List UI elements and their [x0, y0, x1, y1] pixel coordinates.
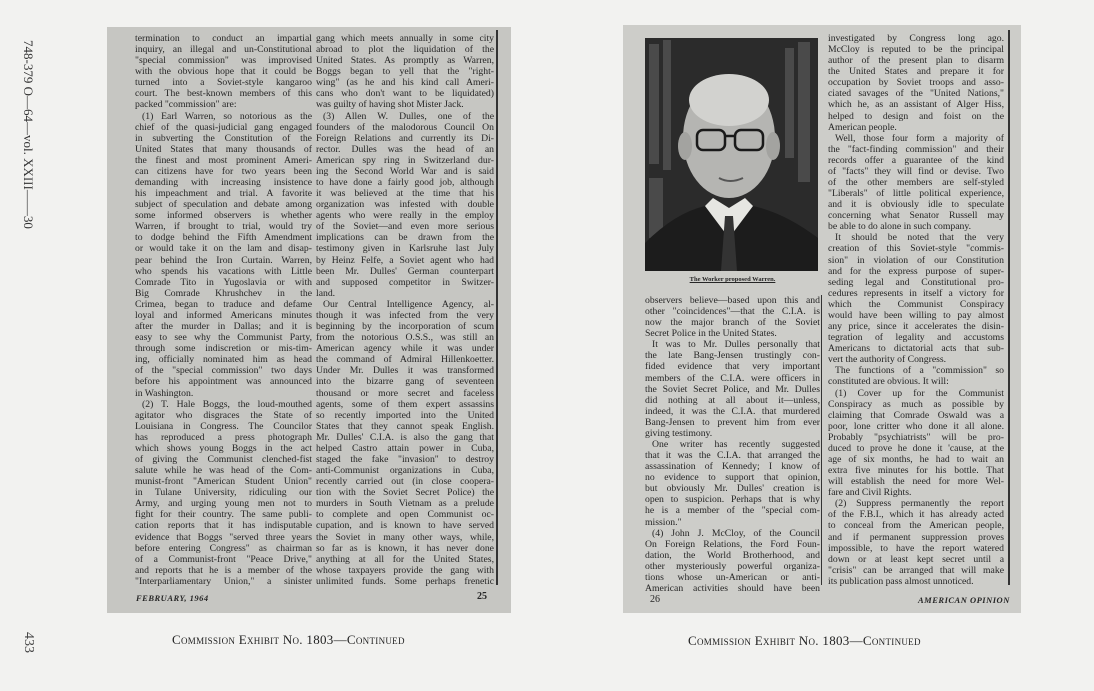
volume-margin-note: 748-379 O—64—vol. XXIII——30 — [21, 40, 36, 229]
text-line: Under Mr. Dulles it was transformed — [316, 365, 494, 377]
exhibit-caption-right: Commission Exhibit No. 1803—Continued — [688, 633, 921, 648]
text-line: whose taxpayers provide the gang with — [316, 564, 494, 576]
text-line: court. The best-known members of this — [135, 88, 312, 100]
text-line: through some indiscretion or mis-tim- — [135, 343, 312, 355]
paragraph — [135, 33, 312, 111]
text-line: concerning what Senator Russell may — [828, 210, 1004, 222]
text-line: in Tulane University, ridiculing our — [135, 487, 312, 499]
text-line: of "facts" they will find or devise. Two — [828, 165, 1004, 177]
text-line: extra five minutes for his bottle. That — [828, 465, 1004, 477]
text-line: of a Communist-front "Peace Drive," — [135, 553, 312, 565]
text-line: but obviously Mr. Dulles' creation is — [645, 483, 820, 495]
text-line: open to suspicion. Perhaps that is why — [645, 494, 820, 506]
text-line: so far as is known, it has never done — [316, 542, 494, 554]
text-line: no evidence to support that opinion, — [645, 472, 820, 484]
text-line: tion with the Soviet Secret Police) the — [316, 487, 494, 499]
text-line: (1) Cover up for the Communist — [835, 387, 1004, 399]
text-line: anti-Communist organizations in Cuba, — [316, 465, 494, 477]
text-line: Our Central Intelligence Agency, al- — [323, 298, 494, 310]
text-line: ing the Second World War and is said — [316, 165, 494, 177]
text-line: of the "special commission" two days — [135, 365, 312, 377]
text-line: which the Communist Conspiracy — [828, 298, 1004, 310]
text-line: the Soviet Secret Police, and Mr. Dulles — [645, 383, 820, 395]
text-line: (4) John J. McCloy, of the Council — [652, 527, 820, 539]
text-line: agents who were really in the employ — [316, 210, 494, 222]
text-line: to dodge behind the Fifth Amendment — [135, 232, 312, 244]
photo-caption: The Worker proposed Warren. — [689, 276, 776, 283]
text-line: "Liberals" of little political experience, — [828, 188, 1004, 200]
text-line: packed "commission" are: — [135, 99, 237, 111]
text-line: other "coincidences"—that the C.I.A. is — [645, 306, 820, 318]
text-line: land. — [316, 287, 336, 299]
text-line: "special commission" was improvised — [135, 55, 312, 67]
text-line: constituted are obvious. It will: — [828, 376, 949, 388]
right-page-number: 26 — [650, 594, 660, 605]
text-line: thousand or more secret and faceless — [316, 387, 494, 399]
text-line: that it was the C.I.A. that arranged the — [645, 450, 820, 462]
text-line: in Washington. — [135, 387, 194, 399]
text-line: One writer has recently suggested — [652, 439, 820, 451]
paragraph — [828, 133, 1004, 233]
text-line: the Soviet in many other ways, while, — [316, 531, 494, 543]
text-line: cedures represents in itself a victory for — [828, 287, 1004, 299]
text-line: helped Castro attain power in Cuba, — [316, 442, 494, 454]
text-line: sion" in violation of our Constitution — [828, 254, 1004, 266]
text-line: McCloy is reputed to be the principal — [828, 44, 1004, 56]
text-line: loyal and informed Americans minutes — [135, 309, 312, 321]
paragraph — [645, 528, 820, 594]
text-line: to have done a fairly good job, although — [316, 177, 494, 189]
text-line: of the Soviet—and even more serious — [316, 221, 494, 233]
text-line: now the major branch of the Soviet — [645, 317, 820, 329]
text-line: assassination of Kennedy; I know of — [645, 461, 820, 473]
text-line: of giving the Communist clenched-fist — [135, 453, 312, 465]
text-line: age of six months, he had to wait an — [828, 453, 1004, 465]
text-line: States that they cannot speak English. — [316, 420, 494, 432]
text-line: occupation by Soviet troops and asso- — [828, 77, 1004, 89]
text-line: dation, the World Brotherhood, and — [645, 549, 820, 561]
text-line: wing" (as he and his kind call Ameri- — [316, 77, 494, 89]
text-line: gang which meets annually in some city — [316, 33, 494, 44]
text-line: pear behind the Iron Curtain. Warren, — [135, 254, 312, 266]
text-line: implications can be drawn from the — [316, 232, 494, 244]
text-line: tions whose un-American or anti- — [645, 571, 820, 583]
text-line: easy to see why the Communist Party, — [135, 332, 312, 344]
text-line: munist-front "American Student Union" — [135, 476, 312, 488]
text-line: to complete and open Communist oc- — [316, 509, 494, 521]
text-line: and for the express purpose of super- — [828, 265, 1004, 277]
text-line: was guilty of having shot Mister Jack. — [316, 99, 464, 111]
text-line: Warren, if brought to trial, would try — [135, 221, 312, 233]
text-line: "crisis" can be arranged that will make — [828, 564, 1004, 576]
text-line: American agency while it was under — [316, 343, 494, 355]
text-line: American spy ring in Switzerland dur- — [316, 154, 494, 166]
text-line: (1) Earl Warren, so notorious as the — [142, 110, 312, 122]
text-line: it was believed at the time that his — [316, 188, 494, 200]
text-line: the United States and prepare it for — [828, 66, 1004, 78]
text-line: United States that many thousands of — [135, 143, 312, 155]
text-line: ing, officially nominated him as head — [135, 354, 312, 366]
text-line: Well, those four form a majority of — [835, 132, 1004, 144]
text-line: termination to conduct an impartial — [135, 33, 312, 44]
document-page-number: 433 — [21, 632, 36, 653]
paragraph — [828, 232, 1004, 365]
text-line: ciated savages of the "United Nations," — [828, 88, 1004, 100]
text-line: author of the present plan to disarm — [828, 55, 1004, 67]
text-line: agitator who disgraces the State of — [135, 409, 312, 421]
text-line: fight for their country. The same publi- — [135, 509, 312, 521]
text-line: murders in South Vietnam as a prelude — [316, 498, 494, 510]
text-line: before entering Congress" as chairman — [135, 542, 312, 554]
text-line: some informed observers is whether — [135, 210, 312, 222]
right-page-column-1 — [645, 295, 820, 594]
text-line: Americans to dictatorial acts that sub- — [828, 343, 1004, 355]
text-line: did nothing at all about it—unless, — [645, 394, 820, 406]
text-line: Probably "psychiatrists" will be pro- — [828, 431, 1004, 443]
text-line: American activities should have been — [645, 583, 820, 595]
text-line: and if permanent suppression proves — [828, 531, 1004, 543]
paragraph — [135, 399, 312, 587]
text-line: (2) Suppress permanently the report — [835, 498, 1004, 510]
text-line: investigated by Congress long ago. — [828, 33, 1004, 44]
text-line: unlimited funds. Some perhaps frenetic — [316, 575, 494, 587]
text-line: with the obvious hope that it could be — [135, 66, 312, 78]
text-line: his impeachment and trial. A favorite — [135, 188, 312, 200]
text-line: helped to design and foist on the — [828, 110, 1004, 122]
text-line: fided evidence that very important — [645, 361, 820, 373]
text-line: which he, as an assistant of Alger Hiss, — [828, 99, 1004, 111]
paragraph — [645, 339, 820, 439]
text-line: mission." — [645, 516, 682, 528]
text-line: before his appointment was announced — [135, 376, 312, 388]
text-line: and it is obviously idle to speculate — [828, 199, 1004, 211]
text-line: Big Comrade Khrushchev in the — [135, 287, 312, 299]
text-line: rector. Dulles was the head of an — [316, 143, 494, 155]
text-line: The functions of a "commission" so — [835, 365, 1004, 377]
text-line: salute while he was head of the Com- — [135, 465, 312, 477]
right-page-footer-title: AMERICAN OPINION — [918, 595, 1010, 605]
text-line: and supposed competitor in Switzer- — [316, 276, 494, 288]
text-line: It should be noted that the very — [835, 232, 1004, 244]
text-line: Crimea, began to traduce and defame — [135, 298, 312, 310]
text-line: On Foreign Relations, the Ford Foun- — [645, 538, 820, 550]
text-line: after the murder in Dallas; and it is — [135, 321, 312, 333]
text-line: turned into a Soviet-style kangaroo — [135, 77, 312, 89]
text-line: records offer a guarantee of the kind — [828, 154, 1004, 166]
text-line: agents, some of them expert assassins — [316, 398, 494, 410]
text-line: Louisiana in Congress. The Councilor — [135, 420, 312, 432]
left-page-column-1 — [135, 33, 312, 587]
text-line: staged the fake "invasion" to destroy — [316, 453, 494, 465]
left-page-number: 25 — [477, 591, 487, 602]
text-line: cation reports that it has indisputable — [135, 520, 312, 532]
text-line: so recently imported into the United — [316, 409, 494, 421]
text-line: can citizens have for two years been — [135, 165, 312, 177]
text-line: indeed, it was the C.I.A. that murdered — [645, 405, 820, 417]
column-rule — [821, 295, 822, 585]
text-line: testimony given in Karlsruhe last July — [316, 243, 494, 255]
text-line: the late Bang-Jensen trustingly con- — [645, 350, 820, 362]
text-line: Conspiracy as much as possible by — [828, 398, 1004, 410]
text-line: chief of the quasi-judicial gang engaged — [135, 121, 312, 133]
text-line: tegration of legality and accustoms — [828, 332, 1004, 344]
text-line: will establish the need for more Wel- — [828, 476, 1004, 488]
text-line: creation of this Soviet-style "commis- — [828, 243, 1004, 255]
text-line: any price, since it accelerates the disin- — [828, 321, 1004, 333]
text-line: the finest and most prominent Ameri- — [135, 154, 312, 166]
text-line: though it was infected from the very — [316, 309, 494, 321]
left-page-column-2 — [316, 33, 494, 587]
text-line: claiming that Comrade Oswald was a — [828, 409, 1004, 421]
text-line: United States. As promptly as Warren, — [316, 55, 494, 67]
text-line: seding legal and Constitutional pro- — [828, 276, 1004, 288]
text-line: impossible, to have the report watered — [828, 542, 1004, 554]
text-line: which shows young Boggs in the act — [135, 442, 312, 454]
text-line: founders of the malodorous Council On — [316, 121, 494, 133]
paragraph — [316, 33, 494, 111]
text-line: been Mr. Dulles' German counterpart — [316, 265, 494, 277]
paragraph — [828, 33, 1004, 133]
text-line: Mr. Dulles' C.I.A. is also the gang that — [316, 431, 494, 443]
text-line: down or at least kept secret until a — [828, 553, 1004, 565]
paragraph — [135, 111, 312, 399]
exhibit-caption-left: Commission Exhibit No. 1803—Continued — [172, 632, 405, 647]
text-line: Foreign Relations and currently its Di- — [316, 132, 494, 144]
text-line: (3) Allen W. Dulles, one of the — [323, 110, 494, 122]
text-line: the command of Admiral Hillenkoetter. — [316, 354, 494, 366]
text-line: he is a member of the "special com- — [645, 505, 820, 517]
text-line: cans who don't want to be liquidated) — [316, 88, 494, 100]
text-line: It was to Mr. Dulles personally that — [652, 339, 820, 351]
text-line: and reports that he is a member of the — [135, 564, 312, 576]
text-line: Secret Police in the United States. — [645, 328, 777, 340]
text-line: poor, lone critter who done it all alone. — [828, 420, 1004, 432]
text-line: Comrade Tito in Yugoslavia or with — [135, 276, 312, 288]
text-line: Boggs began to yell that the "right- — [316, 66, 494, 78]
paragraph — [316, 111, 494, 299]
paragraph — [645, 295, 820, 339]
text-line: (2) T. Hale Boggs, the loud-mouthed — [142, 398, 312, 410]
column-rule — [1008, 30, 1010, 585]
text-line: from the notorious O.S.S., was still an — [316, 332, 494, 344]
text-line: cupation, and is known to have served — [316, 520, 494, 532]
text-line: demanding with increasing insistence — [135, 177, 312, 189]
paragraph — [828, 388, 1004, 499]
paragraph — [316, 299, 494, 587]
column-rule — [496, 30, 498, 585]
text-line: would have been willing to pay almost — [828, 309, 1004, 321]
text-line: Bang-Jensen to prevent him from ever — [645, 416, 820, 428]
text-line: observers believe—based upon this and — [645, 295, 820, 306]
text-line: beginning by the incorporation of scum — [316, 321, 494, 333]
text-line: fare and Civil Rights. — [828, 487, 912, 499]
text-line: members of the C.I.A. were officers in — [645, 372, 820, 384]
text-line: giving testimony. — [645, 427, 713, 439]
text-line: or would take it on the lam and disap- — [135, 243, 312, 255]
text-line: anything at all for the United States, — [316, 553, 494, 565]
text-line: who spends his vacations with Little — [135, 265, 312, 277]
text-line: subject of speculation and debate among — [135, 199, 312, 211]
text-line: to conceal from the American people, — [828, 520, 1004, 532]
paragraph — [645, 439, 820, 528]
right-page-column-2 — [828, 33, 1004, 587]
paragraph — [828, 498, 1004, 587]
text-line: American people. — [828, 121, 897, 133]
text-line: its publication pass almost unnoticed. — [828, 575, 974, 587]
text-line: in subverting the Constitution of the — [135, 132, 312, 144]
text-line: vert the authority of Congress. — [828, 354, 947, 366]
text-line: "Interparliamentary Union," a sinister — [135, 575, 312, 587]
text-line: into the bizarre gang of seventeen — [316, 376, 494, 388]
text-line: Army, and urging young men not to — [135, 498, 312, 510]
text-line: has reproduced a press photograph — [135, 431, 312, 443]
text-line: the "fact-finding commission" and their — [828, 143, 1004, 155]
text-line: other mysteriously powerful organiza- — [645, 560, 820, 572]
text-line: of the F.B.I., which it has already acted — [828, 509, 1004, 521]
text-line: evidence that Boggs "served three years — [135, 531, 312, 543]
paragraph — [828, 365, 1004, 387]
text-line: of the other members are self-styled — [828, 177, 1004, 189]
text-line: abroad to plot the liquidation of the — [316, 44, 494, 56]
text-line: inquiry, an illegal and un-Constitutional — [135, 44, 312, 56]
portrait-photo — [645, 38, 818, 271]
text-line: recently carried out (in close coopera- — [316, 476, 494, 488]
left-page-footer-date: FEBRUARY, 1964 — [136, 593, 209, 603]
text-line: by Heinz Felfe, a Soviet agent who had — [316, 254, 494, 266]
text-line: organization was infested with double — [316, 199, 494, 211]
text-line: duced to prove he done it 'cause, at the — [828, 442, 1004, 454]
text-line: be able to do alone in such company. — [828, 221, 972, 233]
